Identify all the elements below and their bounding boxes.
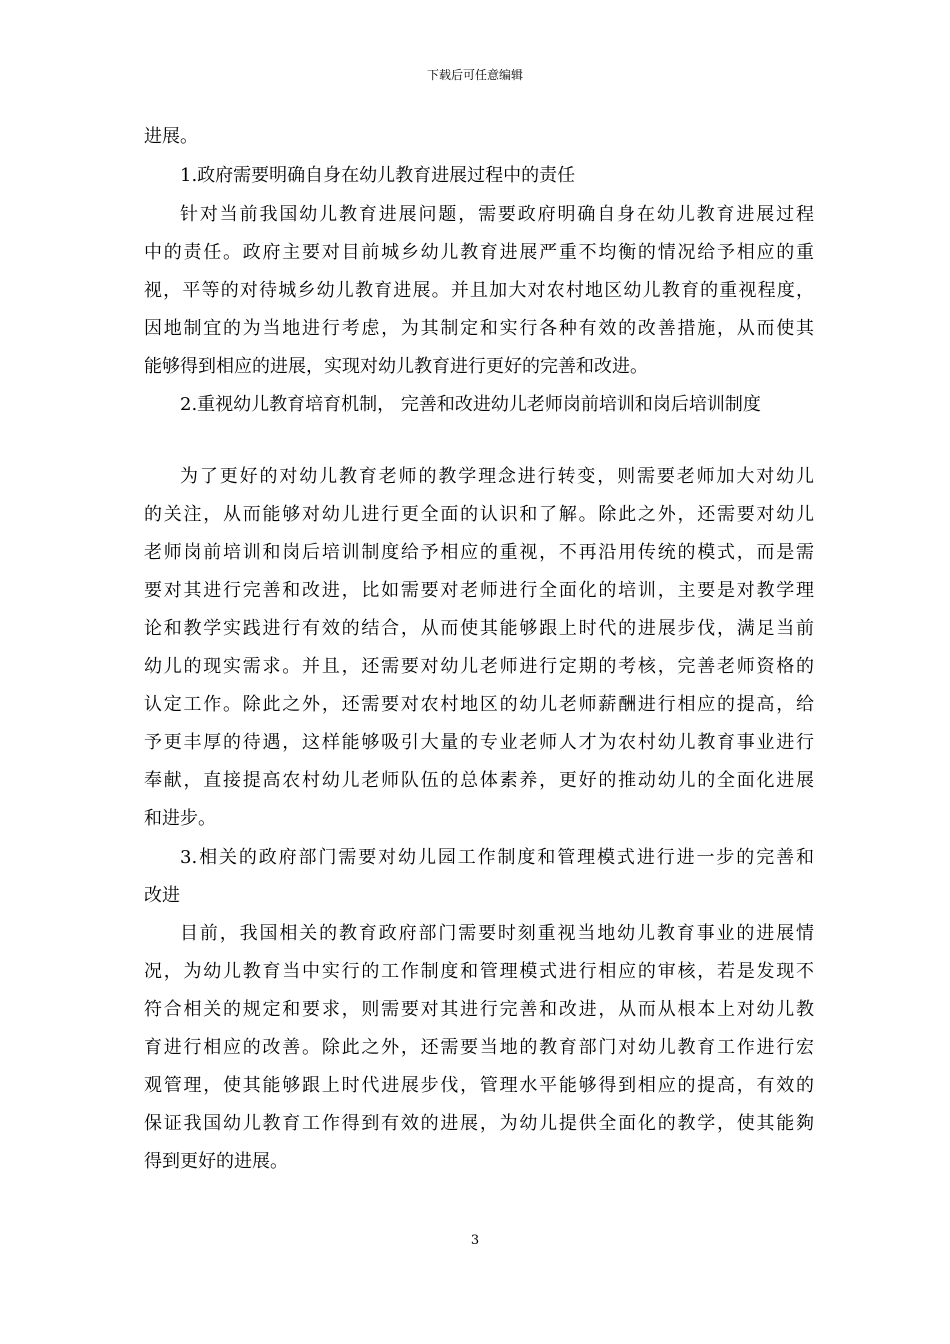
paragraph-line: 认定工作。除此之外，还需要对农村地区的幼儿老师薪酬进行相应的提高，给 bbox=[144, 694, 814, 715]
page-number: 3 bbox=[470, 1233, 480, 1248]
paragraph-line: 老师岗前培训和岗后培训制度给予相应的重视，不再沿用传统的模式，而是需 bbox=[144, 542, 814, 563]
paragraph-line: 的关注，从而能够对幼儿进行更全面的认识和了解。除此之外，还需要对幼儿 bbox=[144, 504, 814, 525]
paragraph-line: 要对其进行完善和改进，比如需要对老师进行全面化的培训，主要是对教学理 bbox=[144, 580, 814, 601]
paragraph-line: 保证我国幼儿教育工作得到有效的进展，为幼儿提供全面化的教学，使其能夠 bbox=[144, 1113, 814, 1134]
section-heading-2: 2.重视幼儿教育培育机制， 完善和改进幼儿老师岗前培训和岗后培训制度 bbox=[180, 394, 761, 415]
paragraph-line: 奉献，直接提高农村幼儿老师队伍的总体素养，更好的推动幼儿的全面化进展 bbox=[144, 770, 814, 791]
paragraph-line: 针对当前我国幼儿教育进展问题，需要政府明确自身在幼儿教育进展过程 bbox=[180, 204, 814, 225]
paragraph-line: 因地制宜的为当地进行考虑，为其制定和实行各种有效的改善措施，从而使其 bbox=[144, 318, 814, 339]
paragraph-line: 予更丰厚的待遇，这样能够吸引大量的专业老师人才为农村幼儿教育事业进行 bbox=[144, 732, 814, 753]
paragraph-line: 能够得到相应的进展，实现对幼儿教育进行更好的完善和改进。 bbox=[144, 356, 648, 377]
section-heading-3: 3.相关的政府部门需要对幼儿园工作制度和管理模式进行进一步的完善和 bbox=[180, 847, 814, 868]
section-heading-1: 1.政府需要明确自身在幼儿教育进展过程中的责任 bbox=[180, 165, 576, 186]
paragraph-line: 观管理，使其能够跟上时代进展步伐，管理水平能够得到相应的提高，有效的 bbox=[144, 1075, 814, 1096]
paragraph-line: 得到更好的进展。 bbox=[144, 1151, 288, 1172]
paragraph-line: 为了更好的对幼儿教育老师的教学理念进行转变，则需要老师加大对幼儿 bbox=[180, 466, 814, 487]
section-heading-3-continued: 改进 bbox=[144, 885, 180, 906]
paragraph-line: 和进步。 bbox=[144, 808, 216, 829]
paragraph-line: 符合相关的规定和要求，则需要对其进行完善和改进，从而从根本上对幼儿教 bbox=[144, 999, 814, 1020]
page-header: 下载后可任意编辑 bbox=[426, 68, 523, 82]
paragraph-line: 育进行相应的改善。除此之外，还需要当地的教育部门对幼儿教育工作进行宏 bbox=[144, 1037, 814, 1058]
paragraph-line: 论和教学实践进行有效的结合，从而使其能够跟上时代的进展步伐，满足当前 bbox=[144, 618, 814, 639]
paragraph-line: 目前，我国相关的教育政府部门需要时刻重视当地幼儿教育事业的进展情 bbox=[180, 923, 814, 944]
paragraph-line: 况，为幼儿教育当中实行的工作制度和管理模式进行相应的审核，若是发现不 bbox=[144, 961, 814, 982]
paragraph-line: 中的责任。政府主要对目前城乡幼儿教育进展严重不均衡的情况给予相应的重 bbox=[144, 242, 814, 263]
paragraph-line: 幼儿的现实需求。并且，还需要对幼儿老师进行定期的考核，完善老师资格的 bbox=[144, 656, 814, 677]
paragraph-line: 进展。 bbox=[144, 126, 198, 147]
paragraph-line: 视，平等的对待城乡幼儿教育进展。并且加大对农村地区幼儿教育的重视程度， bbox=[144, 280, 814, 301]
